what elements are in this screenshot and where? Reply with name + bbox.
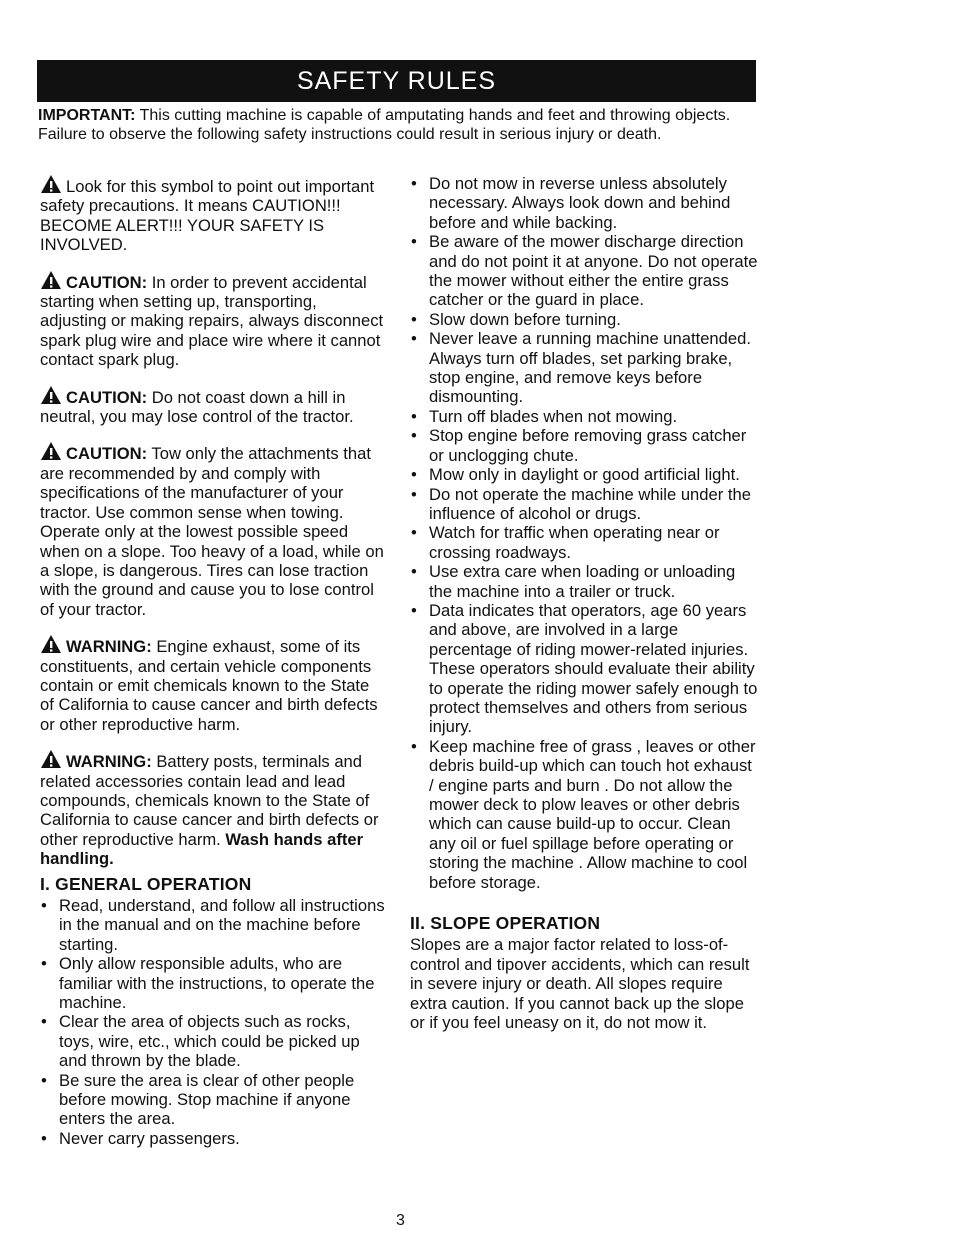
list-item-text: Do not operate the machine while under the influence of alcohol or drugs. (429, 484, 751, 523)
notice-text: In order to prevent accidental starting when setting up, transporting, adjusting or making repairs, always disconnect spark plug wire and place wire where it cannot contact spark plug. (40, 272, 384, 370)
notice-label: CAUTION: (66, 387, 148, 407)
list-item (410, 562, 760, 601)
general-operation-list (40, 896, 385, 1148)
list-item (410, 523, 760, 562)
list-item (410, 485, 760, 524)
bullet-glyph: • (411, 562, 417, 582)
list-item-text: Be aware of the mower discharge direction and do not point it at anyone. Do not operate the mower without either the entire grass catcher or the guard in place. (429, 232, 758, 310)
page-number: 3 (396, 1212, 405, 1229)
list-item-text: Data indicates that operators, age 60 years and above, are involved in a large percentage of riding mower-related injuries. These operators should evaluate their ability to operate the riding mower safely enough to protect themselves and others from serious injury. (429, 600, 758, 737)
section-heading-slope-operation: II. SLOPE OPERATION (410, 913, 601, 934)
list-item (410, 232, 760, 310)
notice-label: CAUTION: (66, 444, 148, 464)
important-text: This cutting machine is capable of amputating hands and feet and throwing objects. Failure to observe the following safety instructions could result in serious injury or death. (38, 107, 731, 143)
list-item-text: Slow down before turning. (429, 309, 621, 329)
list-item (40, 1012, 385, 1070)
list-item (410, 310, 760, 329)
bullet-glyph: • (411, 600, 417, 620)
warning-triangle-icon (40, 749, 62, 769)
bullet-glyph: • (411, 174, 417, 193)
list-item-text: Clear the area of objects such as rocks, toys, wire, etc., which could be picked up and thrown by the blade. (59, 1012, 360, 1071)
list-item (410, 329, 760, 407)
warning-notice (40, 634, 385, 734)
warning-notice (40, 749, 385, 868)
bullet-glyph: • (41, 1128, 47, 1148)
section-heading-general-operation: I. GENERAL OPERATION (40, 873, 252, 894)
notice-text: Do not coast down a hill in neutral, you may lose control of the tractor. (40, 387, 354, 427)
list-item-text: Mow only in daylight or good artificial light. (429, 465, 740, 485)
caution-notice (40, 441, 385, 619)
bullet-glyph: • (411, 523, 417, 543)
list-item (410, 737, 760, 892)
warning-triangle-icon (40, 174, 62, 194)
important-label: IMPORTANT: (38, 107, 136, 124)
list-item (410, 601, 760, 737)
bullet-glyph: • (411, 484, 417, 504)
right-column (410, 174, 760, 1032)
notice-text: Battery posts, terminals and related accessories contain lead and lead compounds, chemicals known to the State of California to cause cancer and birth defects or other reproductive harm. (40, 752, 379, 849)
warning-triangle-icon (40, 441, 62, 461)
warning-triangle-icon (40, 385, 62, 405)
list-item (40, 1071, 385, 1129)
bullet-glyph: • (411, 426, 417, 446)
bullet-glyph: • (411, 736, 417, 756)
symbol-note (40, 174, 385, 255)
warning-triangle-icon (40, 634, 62, 654)
list-item (40, 1129, 385, 1148)
bullet-glyph: • (41, 1012, 47, 1032)
list-item (40, 896, 385, 954)
bullet-glyph: • (41, 896, 47, 915)
bullet-glyph: • (411, 329, 417, 349)
page-title: SAFETY RULES (296, 66, 497, 95)
section-title-bar (37, 60, 756, 102)
list-item-text: Keep machine free of grass , leaves or other debris build-up which can touch hot exhaust / engine parts and burn . Do not allow the mower deck to plow leaves or other debris which can cause build-up to occur. Clean any oil or fuel spillage before operating or storing the machine . Allow machine to cool before storage. (429, 736, 756, 892)
list-item-text: Only allow responsible adults, who are familiar with the instructions, to operate the machine. (59, 954, 375, 1013)
notice-emphasis: Wash hands after handling. (40, 829, 364, 869)
list-item (410, 407, 760, 426)
bullet-glyph: • (411, 406, 417, 426)
bullet-glyph: • (411, 309, 417, 329)
notice-text: Engine exhaust, some of its constituents, and certain vehicle components contain or emit chemicals known to the State of California to cause cancer and birth defects or other reproductive harm. (40, 637, 378, 734)
caution-notice (40, 270, 385, 370)
notice-label: CAUTION: (66, 272, 148, 292)
slope-operation-section (410, 914, 760, 1032)
list-item (410, 465, 760, 484)
left-column (40, 174, 385, 1148)
notice-label: WARNING: (66, 752, 152, 772)
important-notice (38, 106, 758, 144)
caution-notice (40, 385, 385, 427)
list-item-text: Be sure the area is clear of other people before mowing. Stop machine if anyone enters the area. (59, 1070, 355, 1129)
list-item (40, 954, 385, 1012)
list-item-text: Use extra care when loading or unloading the machine into a trailer or truck. (429, 562, 736, 601)
warning-triangle-icon (40, 270, 62, 290)
list-item-text: Never leave a running machine unattended. Always turn off blades, set parking brake, stop engine, and remove keys before dismounting. (429, 329, 751, 407)
notice-text: Tow only the attachments that are recommended by and comply with specifications of the manufacturer of your tractor. Use common sense when towing. Operate only at the lowest possible speed when on a slope. Too heavy of a load, while on a slope, is dangerous. Tires can lose traction with the ground and cause you to lose control of your tractor. (40, 444, 384, 619)
general-operation-list-continued (410, 174, 760, 892)
list-item-text: Do not mow in reverse unless absolutely necessary. Always look down and behind before and while backing. (429, 174, 731, 232)
slope-operation-text: Slopes are a major factor related to loss-of-control and tipover accidents, which can result in severe injury or death. All slopes require extra caution. If you cannot back up the slope or if you feel uneasy on it, do not mow it. (410, 935, 750, 1033)
symbol-note-text: Look for this symbol to point out important safety precautions. It means CAUTION!!! BECOME ALERT!!! YOUR SAFETY IS INVOLVED. (40, 177, 375, 255)
notice-label: WARNING: (66, 637, 152, 657)
list-item-text: Read, understand, and follow all instructions in the manual and on the machine before starting. (59, 896, 385, 954)
bullet-glyph: • (411, 465, 417, 485)
list-item-text: Turn off blades when not mowing. (429, 406, 678, 426)
bullet-glyph: • (41, 954, 47, 974)
bullet-glyph: • (41, 1070, 47, 1090)
list-item (410, 174, 760, 232)
list-item-text: Stop engine before removing grass catcher or unclogging chute. (429, 426, 747, 465)
list-item-text: Never carry passengers. (59, 1128, 240, 1148)
bullet-glyph: • (411, 232, 417, 252)
list-item-text: Watch for traffic when operating near or crossing roadways. (429, 523, 720, 562)
list-item (410, 426, 760, 465)
